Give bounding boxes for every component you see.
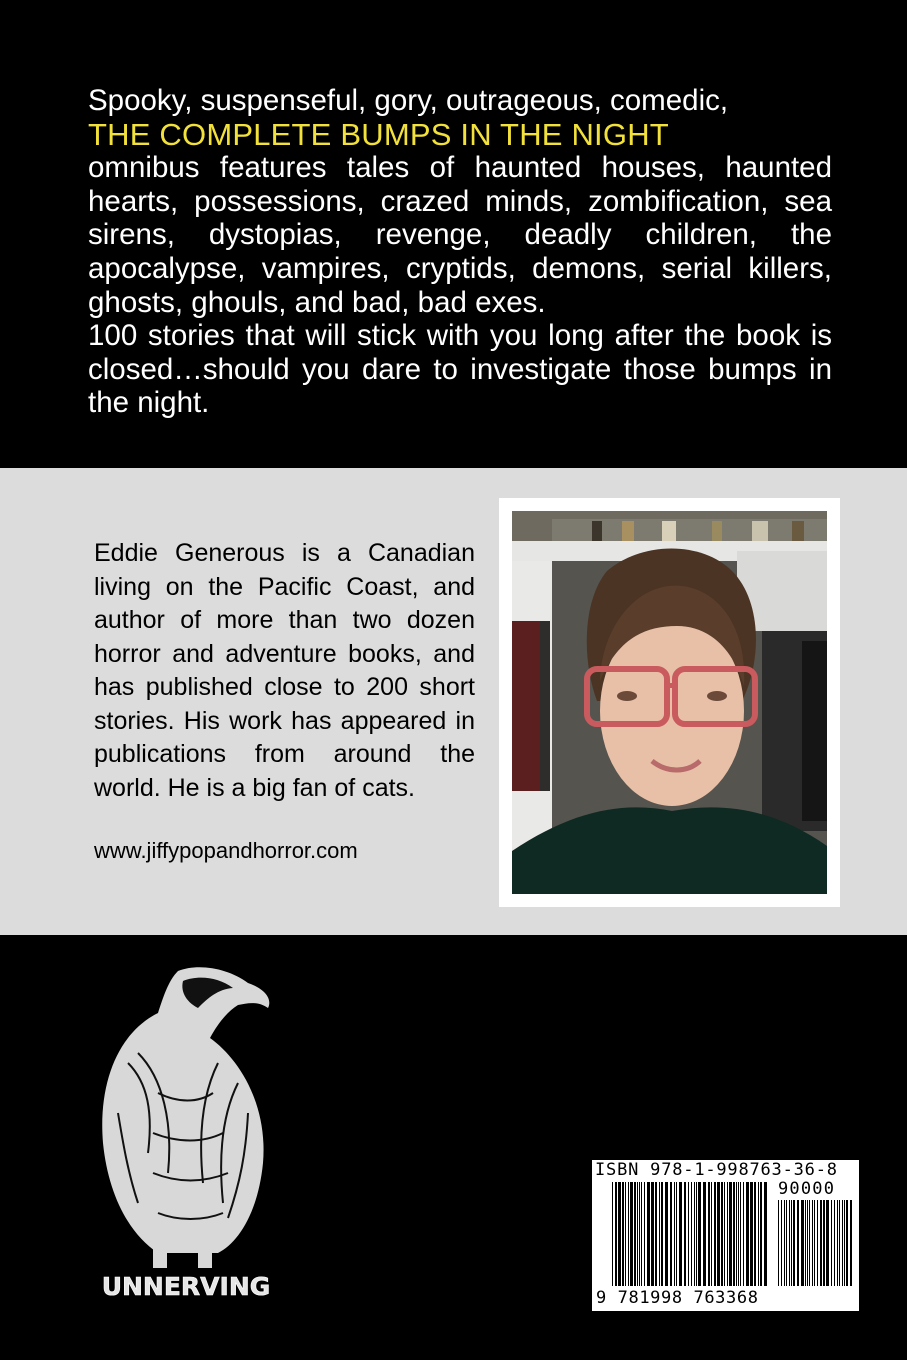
barcode-bar bbox=[634, 1182, 636, 1286]
barcode-bar bbox=[817, 1200, 818, 1286]
barcode-bar bbox=[691, 1182, 692, 1286]
barcode-bar bbox=[793, 1200, 795, 1286]
barcode-bar bbox=[791, 1200, 792, 1286]
barcode-bar bbox=[743, 1182, 744, 1286]
barcode-bar bbox=[834, 1200, 835, 1286]
barcode-bar bbox=[826, 1200, 829, 1286]
barcode-bar bbox=[698, 1182, 701, 1286]
barcode-bar bbox=[724, 1182, 725, 1286]
barcode-bar bbox=[839, 1200, 840, 1286]
barcode-bar bbox=[714, 1182, 716, 1286]
publisher-logo-text: UNNERVING bbox=[101, 1272, 271, 1301]
barcode-bar bbox=[684, 1182, 686, 1286]
barcode-bar bbox=[805, 1200, 806, 1286]
barcode-bar bbox=[665, 1182, 668, 1286]
author-bio-text: Eddie Generous is a Canadian living on the Pacific Coast, and author of more than two dozen horror and adventure books, and has published close to 200 short stories. His work has appeared in publications from around the world. He is a big fan of cats. bbox=[94, 539, 475, 802]
barcode-bar bbox=[764, 1182, 767, 1286]
barcode-bar bbox=[688, 1182, 689, 1286]
barcode-bar bbox=[637, 1182, 638, 1286]
isbn-barcode bbox=[592, 1160, 859, 1311]
barcode-bar bbox=[612, 1182, 613, 1286]
barcode-bar bbox=[820, 1200, 822, 1286]
barcode-bar bbox=[721, 1182, 723, 1286]
barcode-bar bbox=[786, 1200, 787, 1286]
barcode-bar bbox=[641, 1182, 642, 1286]
author-portrait-illustration bbox=[512, 511, 827, 894]
price-code: 90000 bbox=[778, 1179, 836, 1199]
barcode-bar bbox=[661, 1182, 663, 1286]
barcode-bar bbox=[778, 1200, 779, 1286]
book-title: THE COMPLETE BUMPS IN THE NIGHT bbox=[88, 116, 669, 152]
barcode-bar bbox=[708, 1182, 710, 1286]
barcode-bar bbox=[760, 1182, 762, 1286]
barcode-bar bbox=[711, 1182, 712, 1286]
barcode-bar bbox=[729, 1182, 732, 1286]
blurb-intro: Spooky, suspenseful, gory, outrageous, comedic, bbox=[88, 84, 729, 117]
author-photo bbox=[512, 511, 827, 894]
barcode-bar bbox=[850, 1200, 852, 1286]
barcode-bar bbox=[823, 1200, 825, 1286]
isbn-label: ISBN 978-1-998763-36-8 bbox=[595, 1160, 838, 1180]
barcode-bar bbox=[740, 1182, 741, 1286]
barcode-bar bbox=[727, 1182, 728, 1286]
barcode-bar bbox=[674, 1182, 675, 1286]
barcode-bar bbox=[814, 1200, 815, 1286]
barcode-bar bbox=[655, 1182, 657, 1286]
barcode-bar bbox=[750, 1182, 753, 1286]
barcode-bar bbox=[630, 1182, 633, 1286]
blurb-text bbox=[88, 84, 832, 420]
blurb-description: omnibus features tales of haunted houses, haunted hearts, possessions, crazed minds, zombification, sea sirens, dystopias, revenge, deadly children, the apocalypse, vampires, cryptids, demons, serial killers, ghosts, ghouls, and bad, bad exes. bbox=[88, 151, 832, 319]
barcode-bar bbox=[837, 1200, 838, 1286]
barcode-bar bbox=[738, 1182, 739, 1286]
barcode-bar bbox=[703, 1182, 706, 1286]
barcode-bar bbox=[831, 1200, 832, 1286]
barcode-bar bbox=[622, 1182, 624, 1286]
barcode-bar bbox=[812, 1200, 813, 1286]
barcode-bar bbox=[694, 1182, 695, 1286]
barcode-bar bbox=[618, 1182, 621, 1286]
barcode-bar bbox=[758, 1182, 759, 1286]
barcode-bar bbox=[846, 1200, 848, 1286]
barcode-bar bbox=[842, 1200, 843, 1286]
barcode-bar bbox=[781, 1200, 782, 1286]
barcode-bar bbox=[644, 1182, 645, 1286]
barcode-bar bbox=[639, 1182, 640, 1286]
publisher-logo bbox=[98, 963, 274, 1308]
barcode-bar bbox=[807, 1200, 808, 1286]
barcode-bar bbox=[746, 1182, 749, 1286]
author-photo-frame bbox=[499, 498, 840, 907]
barcode-bar bbox=[679, 1182, 682, 1286]
barcode-bar bbox=[754, 1182, 756, 1286]
barcode-bar bbox=[733, 1182, 735, 1286]
ean-digits: 9 781998 763368 bbox=[596, 1288, 759, 1308]
barcode-bar bbox=[844, 1200, 845, 1286]
barcode-bar bbox=[717, 1182, 720, 1286]
barcode-bar bbox=[696, 1182, 697, 1286]
barcode-bar bbox=[809, 1200, 810, 1286]
barcode-bar bbox=[625, 1182, 626, 1286]
barcode-bar bbox=[647, 1182, 650, 1286]
barcode-bar bbox=[676, 1182, 677, 1286]
vulture-icon bbox=[98, 963, 274, 1308]
author-website[interactable]: www.jiffypopandhorror.com bbox=[94, 838, 358, 863]
barcode-bar bbox=[659, 1182, 660, 1286]
barcode-bar bbox=[784, 1200, 785, 1286]
barcode-bar bbox=[615, 1182, 617, 1286]
blurb-closing: 100 stories that will stick with you long after the book is closed…should you dare to investigate those bumps in the night. bbox=[88, 319, 832, 420]
author-bio bbox=[94, 537, 475, 805]
barcode-bar bbox=[801, 1200, 804, 1286]
barcode-bar bbox=[670, 1182, 672, 1286]
barcode-bar bbox=[651, 1182, 654, 1286]
barcode-bar bbox=[789, 1200, 790, 1286]
barcode-bar bbox=[628, 1182, 629, 1286]
barcode-bar bbox=[736, 1182, 737, 1286]
barcode-bar bbox=[797, 1200, 799, 1286]
